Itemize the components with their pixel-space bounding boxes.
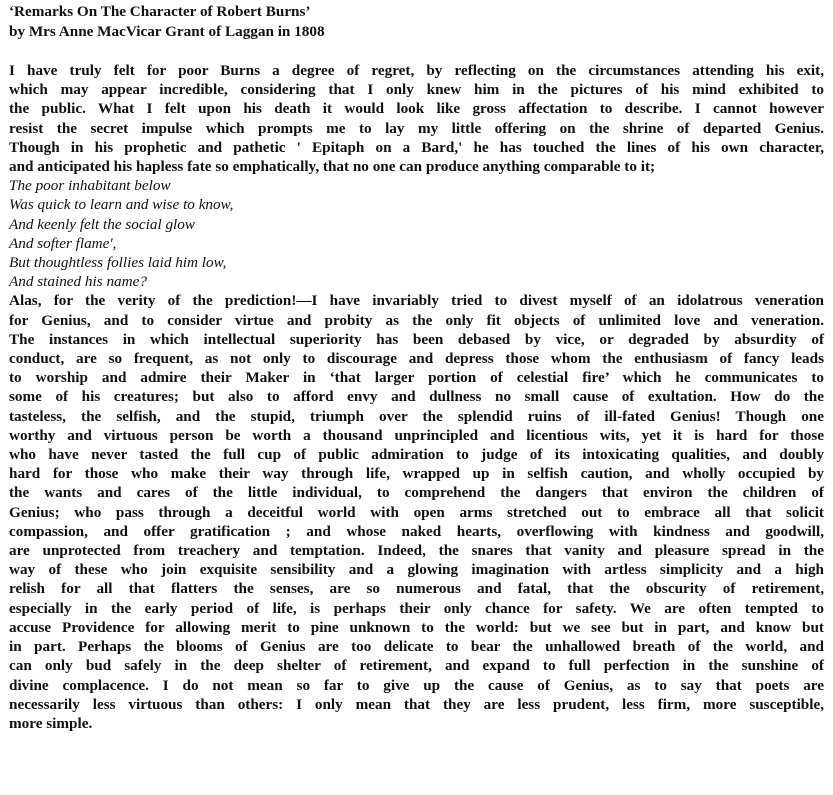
text-line: worthy and virtuous person be worth a thousand unprincipled and licentious wits, yet it is hard for those [9,426,824,444]
intro-paragraph [9,61,824,176]
text-line: for Genius, and to consider virtue and probity as the only fit objects of unlimited love and veneration. [9,311,824,329]
text-line: which may appear incredible, considering that I only knew him in the pictures of his mind exhibited to [9,81,824,99]
text-line: and anticipated his hapless fate so emphatically, that no one can produce anything comparable to it; [9,158,656,176]
poem-line: And keenly felt the social glow [9,215,195,233]
poem-line: Was quick to learn and wise to know, [9,196,234,214]
text-line: the wants and cares of the little individual, to comprehend the dangers that environ the children of [9,484,824,502]
text-line: Though in his prophetic and pathetic ' Epitaph on a Bard,' he has touched the lines of his own character, [9,138,824,156]
text-line: tasteless, the selfish, and the stupid, triumph over the splendid ruins of ill-fated Genius! Though one [9,407,824,425]
text-line: some of his creatures; but also to afford envy and dullness no small cause of exultation. How do the [9,388,824,406]
text-line: resist the secret impulse which prompts me to lay my little offering on the shrine of departed Genius. [9,119,824,137]
epitaph-poem [9,176,824,291]
text-line: way of these who join exquisite sensibility and a glowing imagination with artless simplicity and a high [9,561,824,579]
text-line: can only bud safely in the deep shelter of retirement, and expand to full perfection in the sunshine of [9,657,824,675]
text-line: relish for all that flatters the senses, are so numerous and fatal, that the obscurity of retirement, [9,580,824,598]
text-line: are unprotected from treachery and temptation. Indeed, the snares that vanity and pleasure spread in the [9,542,824,560]
text-line: Alas, for the verity of the prediction!—I have invariably tried to divest myself of an idolatrous veneration [9,292,824,310]
text-line: The instances in which intellectual superiority has been debased by vice, or degraded by absurdity of [9,330,824,348]
text-line: compassion, and offer gratification ; and whose naked hearts, overflowing with kindness and goodwill, [9,522,824,540]
text-line: especially in the early period of life, is perhaps their only chance for safety. We are often tempted to [9,599,824,617]
poem-line: And softer flame', [9,234,117,252]
poem-line: And stained his name? [9,273,147,291]
text-line: in part. Perhaps the blooms of Genius are too delicate to bear the unhallowed breath of the world, and [9,638,824,656]
body-paragraph [9,291,824,733]
text-line: hard for those who make their way through life, wrapped up in selfish caution, and wholly occupied by [9,465,824,483]
text-line: I have truly felt for poor Burns a degree of regret, by reflecting on the circumstances attending his exit, [9,62,824,79]
text-line: Genius; who pass through a deceitful world with open arms stretched out to embrace all that solicit [9,503,824,521]
text-line: conduct, are so frequent, as not only to discourage and depress those whom the enthusiasm of fancy leads [9,350,824,368]
byline: by Mrs Anne MacVicar Grant of Laggan in 1808 [9,22,325,40]
poem-line: The poor inhabitant below [9,177,171,195]
title-line: ‘Remarks On The Character of Robert Burns’ [9,3,311,20]
document-page [9,2,824,733]
text-line: to worship and admire their Maker in ‘that larger portion of celestial fire’ which he communicates to [9,369,824,387]
text-line: necessarily less virtuous than others: I only mean that they are less prudent, less firm, more susceptible, [9,695,824,713]
text-line: divine complacence. I do not mean so far to give up the cause of Genius, as to say that poets are [9,676,824,694]
poem-line: But thoughtless follies laid him low, [9,254,227,272]
text-line: accuse Providence for allowing merit to pine unknown to the world: but we see but in part, and know but [9,618,824,636]
text-line: the public. What I felt upon his death it would look like gross affectation to describe. I cannot however [9,100,824,118]
text-line: who have never tasted the full cup of public admiration to judge of its intoxicating qualities, and doubly [9,446,824,464]
text-line: more simple. [9,714,93,732]
document-title [9,2,824,41]
